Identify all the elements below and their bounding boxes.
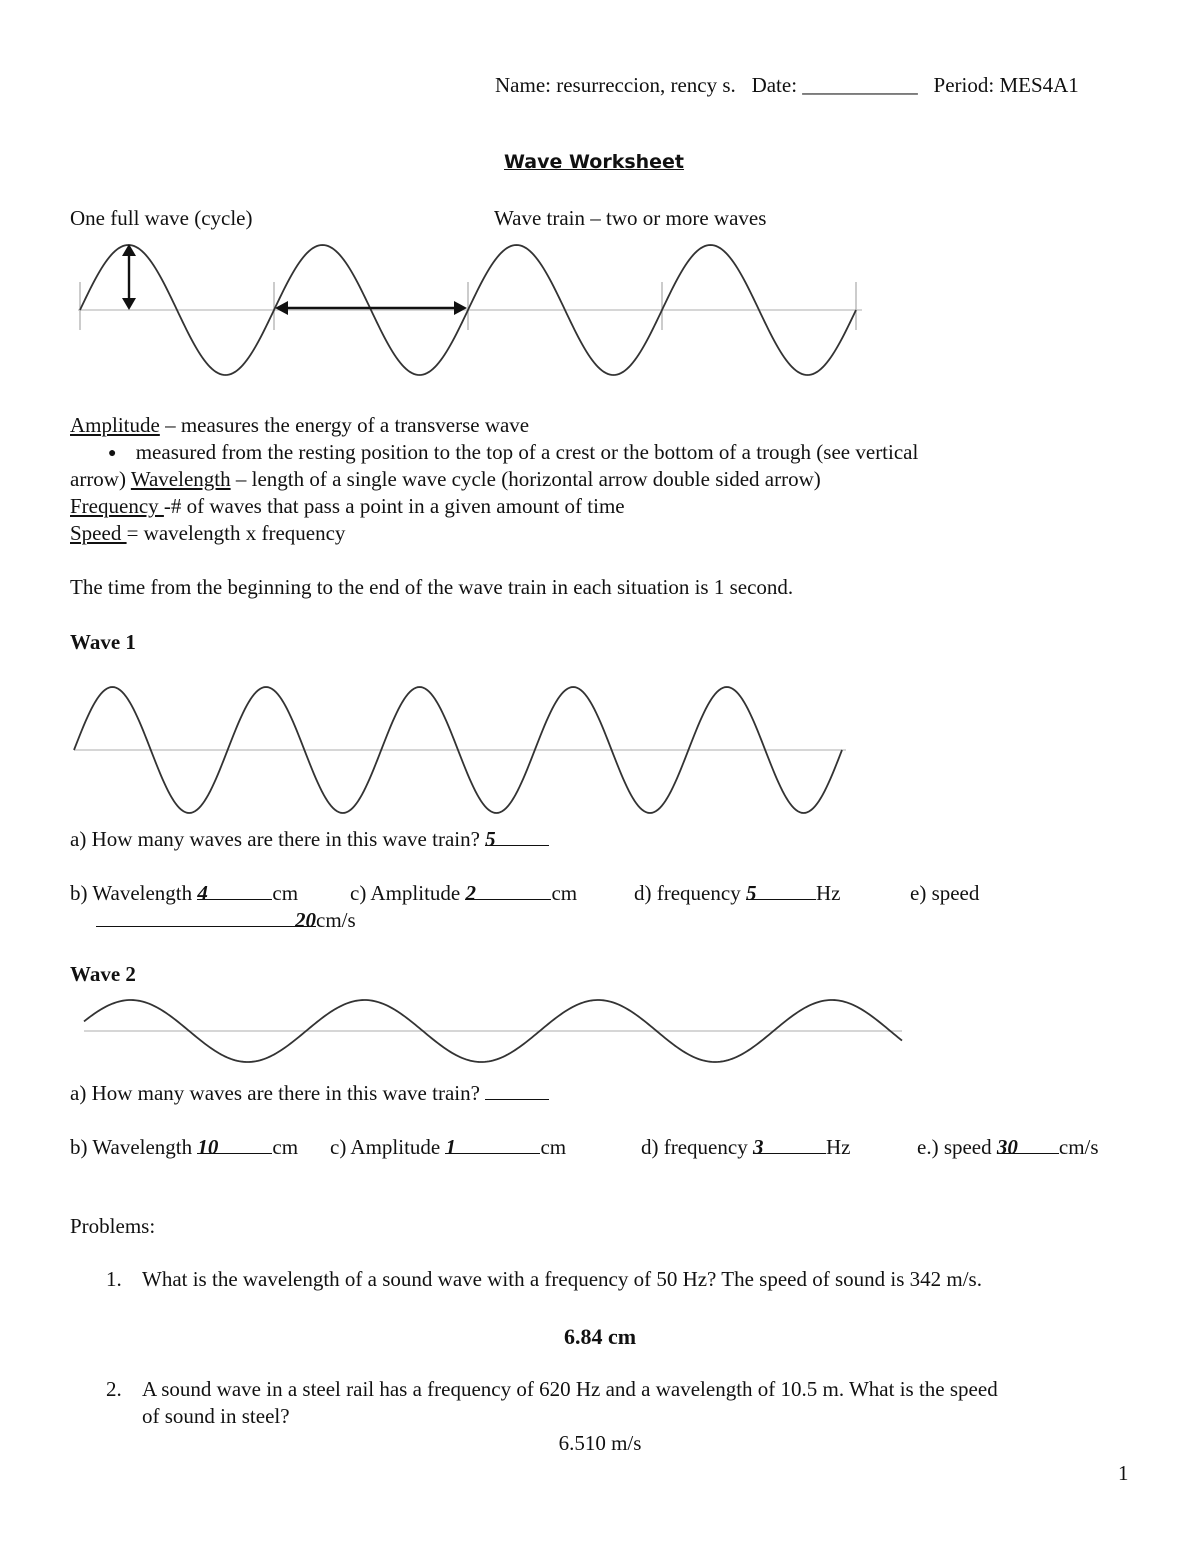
wave2-frequency-answer: 3 — [752, 1135, 764, 1159]
wave2-frequency — [641, 1135, 850, 1160]
wave1-q-a-text: a) How many waves are there in this wave train? — [70, 827, 480, 851]
arrow-line-prefix: arrow) — [70, 467, 131, 491]
wave-train-label: Wave train – two or more waves — [494, 206, 767, 230]
bullet-text: measured from the resting position to the top of a crest or the bottom of a trough (see vertical — [135, 440, 919, 464]
wave1-frequency — [634, 881, 840, 906]
wave2-amplitude-label: c) Amplitude — [330, 1135, 441, 1159]
time-statement: The time from the beginning to the end of the wave train in each situation is 1 second. — [70, 575, 794, 599]
problem-2-text-line2: of sound in steel? — [142, 1404, 290, 1428]
problems-heading: Problems: — [70, 1214, 156, 1238]
problem-1-text: What is the wavelength of a sound wave with a frequency of 50 Hz? The speed of sound is 342 m/s. — [142, 1267, 982, 1291]
wave2-hz: Hz — [825, 1135, 851, 1159]
wave1-amplitude-answer: 2 — [465, 881, 476, 905]
wave1-amplitude — [350, 881, 577, 906]
wavelength-arrow-head-right — [454, 301, 467, 315]
wave1-wavelength-answer: 4 — [197, 881, 208, 905]
wave1-wavelength-label: b) Wavelength — [70, 881, 193, 905]
problem-2-answer: 6.510 m/s — [558, 1431, 642, 1455]
frequency-text: -# of waves that pass a point in a given amount of time — [163, 494, 625, 518]
page-number: 1 — [1118, 1461, 1129, 1485]
wave1-question-a — [70, 827, 549, 852]
problem-2-text-line1: A sound wave in a steel rail has a frequency of 620 Hz and a wavelength of 10.5 m. What is the speed — [142, 1377, 998, 1401]
wave2-question-a — [70, 1081, 549, 1106]
wave1-frequency-blank — [745, 881, 816, 905]
header-line — [495, 73, 1079, 98]
wave2-amplitude — [330, 1135, 566, 1160]
wave2-heading: Wave 2 — [70, 962, 136, 986]
wave2-q-a-text: a) How many waves are there in this wave train? — [70, 1081, 480, 1105]
wave1-wavelength-blank — [197, 881, 272, 905]
page-title: Wave Worksheet — [504, 151, 685, 173]
wave2-frequency-blank — [752, 1135, 826, 1159]
wave1-heading: Wave 1 — [70, 630, 136, 654]
wave1-speed-label: e) speed — [910, 881, 980, 905]
wave1-cm1: cm — [272, 881, 299, 905]
wave1-cm2: cm — [551, 881, 578, 905]
wave2-wavelength — [70, 1135, 298, 1160]
problem-2-number: 2. — [106, 1377, 122, 1401]
wave2-wavelength-answer: 10 — [197, 1135, 219, 1159]
frequency-definition — [70, 494, 625, 519]
period-field: Period: MES4A1 — [933, 73, 1079, 97]
wave1-frequency-label: d) frequency — [634, 881, 741, 905]
amplitude-text: – measures the energy of a transverse wave — [159, 413, 530, 437]
wave1-speed-answer: 20 — [295, 908, 316, 932]
wavelength-text: – length of a single wave cycle (horizontal arrow double sided arrow) — [230, 467, 821, 491]
wave1-amplitude-label: c) Amplitude — [350, 881, 461, 905]
speed-text: = wavelength x frequency — [126, 521, 346, 545]
wave1-speed-unit: cm/s — [316, 908, 356, 932]
wave2-speed-answer: 30 — [996, 1135, 1018, 1159]
bullet-icon: ● — [108, 446, 117, 461]
wave1-wavelength — [70, 881, 298, 906]
wave2-wavelength-label: b) Wavelength — [70, 1135, 193, 1159]
wave1-count-answer: 5 — [485, 827, 496, 851]
date-blank: ___________ — [802, 73, 918, 97]
speed-definition — [70, 521, 345, 546]
amplitude-definition — [70, 413, 529, 438]
problem-1-answer: 6.84 cm — [563, 1324, 637, 1349]
intro-wave-diagram — [0, 230, 1200, 390]
wave2-speed-blank — [996, 1135, 1059, 1159]
date-label: Date: — [751, 73, 798, 97]
one-wave-label: One full wave (cycle) — [70, 206, 253, 230]
wave1-speed — [96, 908, 356, 933]
wave2-amplitude-blank — [445, 1135, 540, 1159]
wave2-wavelength-blank — [197, 1135, 272, 1159]
amplitude-arrow-head-bottom — [122, 298, 136, 310]
wave2-amplitude-answer: 1 — [445, 1135, 456, 1159]
wave1-frequency-answer: 5 — [745, 881, 757, 905]
wavelength-term: Wavelength — [130, 467, 231, 491]
wave2-speed — [917, 1135, 1099, 1160]
wave1-diagram — [0, 670, 1200, 830]
wave1-hz: Hz — [815, 881, 841, 905]
wave1-count-blank — [485, 827, 549, 851]
wave2-frequency-label: d) frequency — [641, 1135, 748, 1159]
wave2-speed-unit: cm/s — [1058, 1135, 1099, 1159]
problem-1-number: 1. — [106, 1267, 122, 1291]
wavelength-definition — [70, 467, 821, 492]
wave2-cm2: cm — [540, 1135, 567, 1159]
wave2-count-blank — [485, 1081, 549, 1100]
wave1-amplitude-blank — [465, 881, 551, 905]
frequency-term: Frequency — [70, 494, 164, 518]
wave2-speed-label: e.) speed — [917, 1135, 992, 1159]
name-field: Name: resurreccion, rency s. — [495, 73, 736, 97]
wave2-cm1: cm — [272, 1135, 299, 1159]
speed-term: Speed — [70, 521, 127, 545]
wave2-diagram — [0, 986, 1200, 1076]
amplitude-term: Amplitude — [70, 413, 160, 437]
amplitude-bullet — [108, 440, 918, 465]
wave1-speed-blank — [96, 908, 316, 932]
